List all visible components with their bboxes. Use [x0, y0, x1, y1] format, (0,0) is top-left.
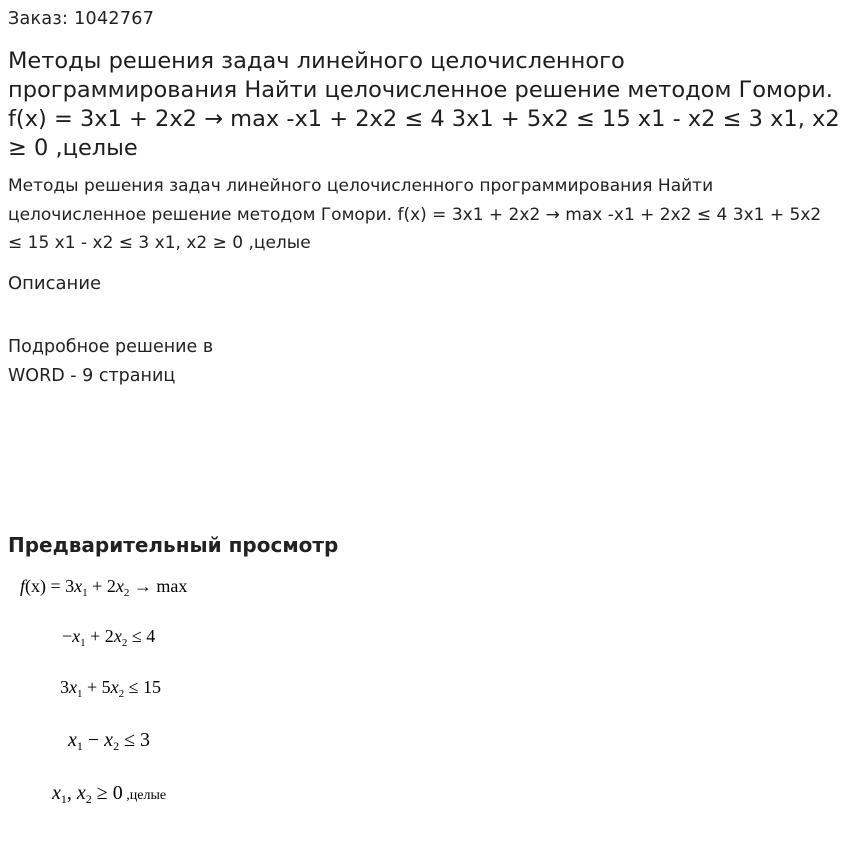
description-text: Подробное решение в WORD - 9 страниц [8, 337, 214, 386]
preview-formula-constraint-3: $x_1 - x_2 \le 3$ [68, 729, 151, 753]
page-subtitle: Методы решения задач линейного целочисленного программирования Найти целочисленное решение методом Гомори. f(x) = 3x1 + 2x2 → max -x1 + 2x2 ≤ 4 3x1 + 5x2 ≤ 15 x1 - x2 ≤ 3 x1, x2 ≥ 0 ,целые [8, 176, 822, 253]
order-number: Заказ: 1042767 [8, 9, 155, 29]
preview-formula-constraint-4: $x_1$, $x_2 \ge 0$ ,целые [52, 782, 167, 806]
preview-heading: Предварительный просмотр [8, 533, 339, 557]
preview-formula-constraint-1: $-x_1 + 2x_2 \le 4$ [62, 626, 156, 649]
preview-formula-objective: $f(x) = 3x_1 + 2x_2 \to \max$ [20, 576, 188, 599]
description-heading: Описание [8, 273, 102, 294]
page-title: Методы решения задач линейного целочисленного программирования Найти целочисленное решение методом Гомори. f(x) = 3x1 + 2x2 → max -x1 + 2x2 ≤ 4 3x1 + 5x2 ≤ 15 x1 - x2 ≤ 3 x1, x2 ≥ 0 ,целые [8, 48, 840, 161]
preview-formula-constraint-2: $3x_1 + 5x_2 \le 15$ [60, 677, 162, 700]
